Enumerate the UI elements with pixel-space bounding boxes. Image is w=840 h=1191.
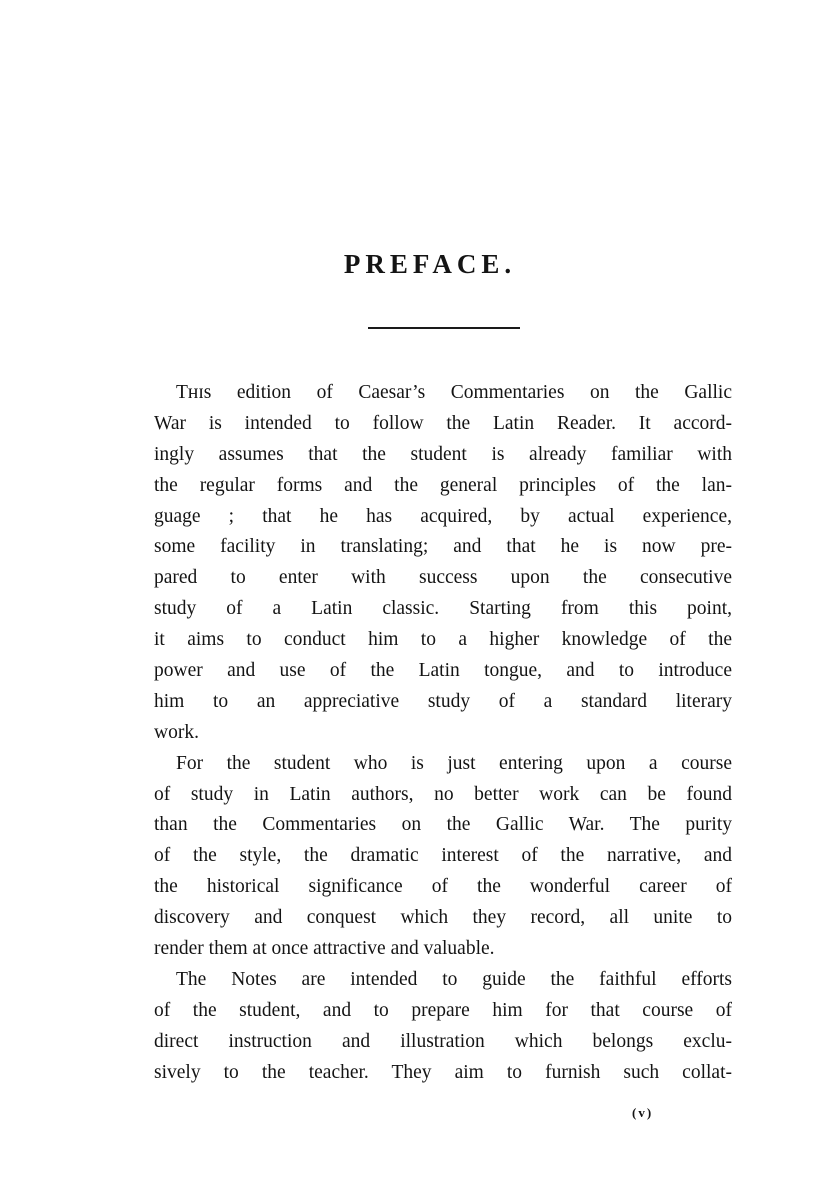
text-line: him to an appreciative study of a standard literary [154,690,732,712]
text-line: render them at once attractive and valuable. [154,938,495,960]
text-line: discovery and conquest which they record, all unite to [154,907,732,929]
text-line: work. [154,721,199,743]
text-line: some facility in translating; and that he is now pre- [154,536,732,558]
page-title: PREFACE. [343,249,517,279]
text-line: of study in Latin authors, no better work can be found [154,783,732,805]
text-line: pared to enter with success upon the consecutive [154,567,732,589]
text-line: the regular forms and the general principles of the lan- [154,474,732,496]
text-line: Tʜɪs edition of Caesar’s Commentaries on the Gallic [176,382,732,403]
text-line: study of a Latin classic. Starting from this point, [154,598,732,620]
preface-paragraph [154,749,732,965]
title-divider [368,327,520,329]
text-line: War is intended to follow the Latin Reader. It accord- [154,412,732,434]
text-line: sively to the teacher. They aim to furnish such collat- [154,1061,732,1083]
text-line: it aims to conduct him to a higher knowledge of the [154,629,732,651]
text-line: direct instruction and illustration which belongs exclu- [154,1030,732,1052]
preface-body [154,378,732,1088]
text-line: power and use of the Latin tongue, and to introduce [154,660,732,682]
text-line: guage ; that he has acquired, by actual experience, [154,505,732,527]
text-line: The Notes are intended to guide the faithful efforts [176,968,732,990]
preface-paragraph [154,965,732,1089]
text-line: of the style, the dramatic interest of the narrative, and [154,845,732,867]
text-line: than the Commentaries on the Gallic War. The purity [154,814,732,836]
text-line: ingly assumes that the student is already familiar with [154,443,732,465]
text-line: the historical significance of the wonderful career of [154,876,732,898]
page-number: (v) [632,1105,654,1120]
text-line: For the student who is just entering upon a course [176,752,732,774]
preface-paragraph [154,378,732,749]
text-line: of the student, and to prepare him for that course of [154,999,732,1021]
